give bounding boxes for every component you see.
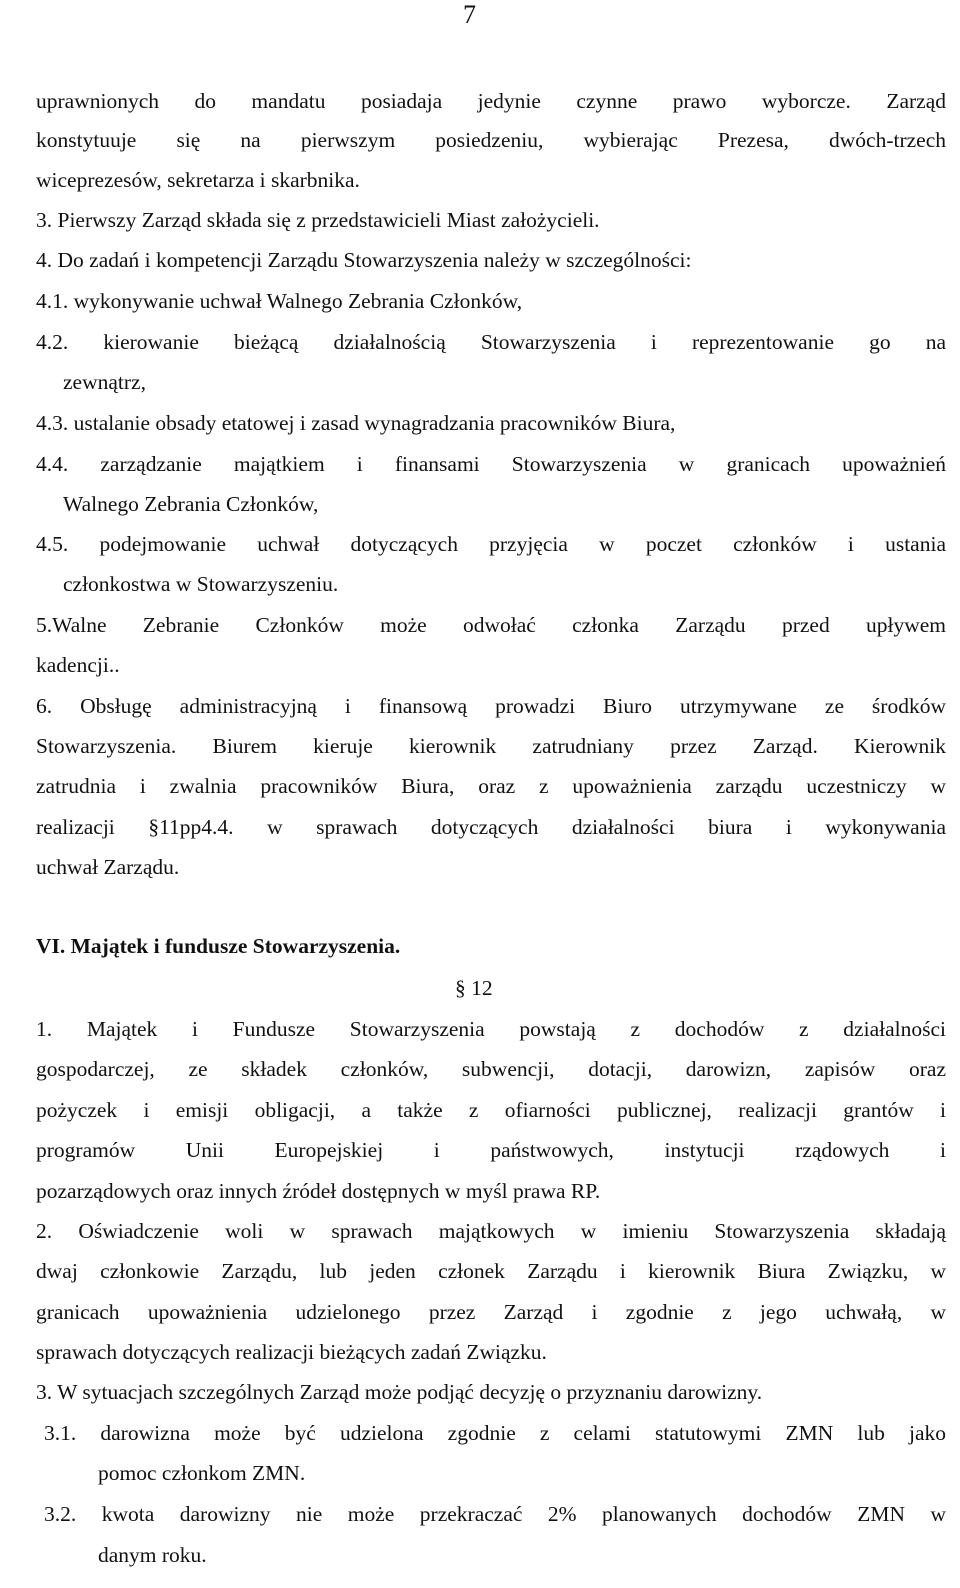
text-line: 5.Walne Zebranie Członków może odwołać członka Zarządu przed upływem xyxy=(36,613,946,637)
text-line: sprawach dotyczących realizacji bieżących zadań Związku. xyxy=(36,1340,547,1364)
text-line: 2. Oświadczenie woli w sprawach majątkowych w imieniu Stowarzyszenia składają xyxy=(36,1219,946,1243)
text-line: uprawnionych do mandatu posiadaja jedynie czynne prawo wyborcze. Zarząd xyxy=(36,89,946,113)
list-item: 4.5. podejmowanie uchwał dotyczących przyjęcia w poczet członków i ustania xyxy=(36,532,946,556)
list-item-continuation: Walnego Zebrania Członków, xyxy=(63,492,319,516)
list-item-continuation: pomoc członkom ZMN. xyxy=(98,1461,306,1485)
list-item: 4.3. ustalanie obsady etatowej i zasad wynagradzania pracowników Biura, xyxy=(36,411,676,435)
text-line: 6. Obsługę administracyjną i finansową prowadzi Biuro utrzymywane ze środków xyxy=(36,694,946,718)
text-line: pożyczek i emisji obligacji, a także z ofiarności publicznej, realizacji grantów i xyxy=(36,1098,946,1122)
text-line: 3. W sytuacjach szczególnych Zarząd może podjąć decyzję o przyznaniu darowizny. xyxy=(36,1380,763,1404)
list-item: 4.1. wykonywanie uchwał Walnego Zebrania Członków, xyxy=(36,289,523,313)
text-line: realizacji §11pp4.4. w sprawach dotyczących działalności biura i wykonywania xyxy=(36,815,946,839)
page-number: 7 xyxy=(463,0,476,29)
text-line: uchwał Zarządu. xyxy=(36,855,180,879)
paragraph-sign: § 12 xyxy=(455,976,493,1000)
list-item: 4.4. zarządzanie majątkiem i finansami Stowarzyszenia w granicach upoważnień xyxy=(36,452,946,476)
text-line: wiceprezesów, sekretarza i skarbnika. xyxy=(36,168,360,192)
list-item: 3.1. darowizna może być udzielona zgodnie z celami statutowymi ZMN lub jako xyxy=(44,1421,946,1445)
text-line: granicach upoważnienia udzielonego przez Zarząd i zgodnie z jego uchwałą, w xyxy=(36,1300,946,1324)
list-item: 3.2. kwota darowizny nie może przekraczać 2% planowanych dochodów ZMN w xyxy=(44,1502,946,1526)
text-line: 4. Do zadań i kompetencji Zarządu Stowarzyszenia należy w szczególności: xyxy=(36,248,692,272)
list-item: 4.2. kierowanie bieżącą działalnością Stowarzyszenia i reprezentowanie go na xyxy=(36,330,946,354)
section-heading: VI. Majątek i fundusze Stowarzyszenia. xyxy=(36,934,401,958)
text-line: dwaj członkowie Zarządu, lub jeden członek Zarządu i kierownik Biura Związku, w xyxy=(36,1259,946,1283)
text-line: zatrudnia i zwalnia pracowników Biura, oraz z upoważnienia zarządu uczestniczy w xyxy=(36,774,946,798)
list-item-continuation: danym roku. xyxy=(98,1543,207,1567)
text-line: gospodarczej, ze składek członków, subwencji, dotacji, darowizn, zapisów oraz xyxy=(36,1057,946,1081)
text-line: Stowarzyszenia. Biurem kieruje kierownik zatrudniany przez Zarząd. Kierownik xyxy=(36,734,946,758)
text-line: 1. Majątek i Fundusze Stowarzyszenia powstają z dochodów z działalności xyxy=(36,1017,946,1041)
list-item-continuation: zewnątrz, xyxy=(63,370,146,394)
text-line: kadencji.. xyxy=(36,653,120,677)
text-line: pozarządowych oraz innych źródeł dostępnych w myśl prawa RP. xyxy=(36,1179,601,1203)
list-item-continuation: członkostwa w Stowarzyszeniu. xyxy=(63,572,339,596)
text-line: 3. Pierwszy Zarząd składa się z przedstawicieli Miast założycieli. xyxy=(36,208,600,232)
text-line: programów Unii Europejskiej i państwowych, instytucji rządowych i xyxy=(36,1138,946,1162)
text-line: konstytuuje się na pierwszym posiedzeniu, wybierając Prezesa, dwóch-trzech xyxy=(36,128,946,152)
